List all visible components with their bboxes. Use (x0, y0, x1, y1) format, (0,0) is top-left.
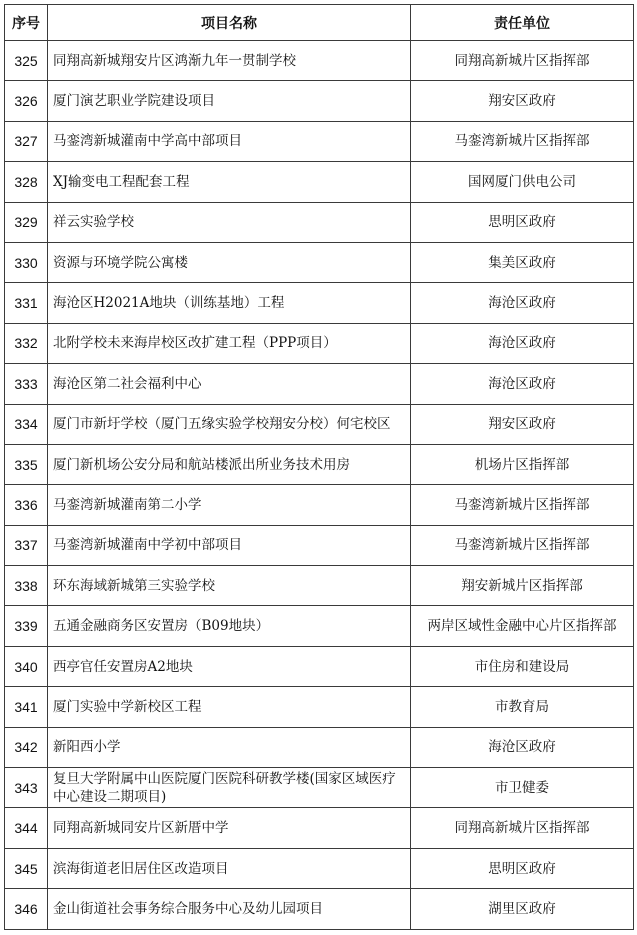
row-number: 332 (5, 323, 48, 363)
project-name: 同翔高新城同安片区新厝中学 (48, 808, 411, 848)
responsible-unit: 海沧区政府 (411, 727, 634, 767)
responsible-unit: 同翔高新城片区指挥部 (411, 41, 634, 81)
row-number: 342 (5, 727, 48, 767)
table-row (5, 525, 634, 565)
project-name: XJ输变电工程配套工程 (48, 162, 411, 202)
project-name: 厦门实验中学新校区工程 (48, 687, 411, 727)
table-row (5, 848, 634, 888)
responsible-unit: 海沧区政府 (411, 323, 634, 363)
project-name: 复旦大学附属中山医院厦门医院科研教学楼(国家区域医疗中心建设二期项目) (48, 768, 411, 808)
project-name: 厦门市新圩学校（厦门五缘实验学校翔安分校）何宅校区 (48, 404, 411, 444)
responsible-unit: 思明区政府 (411, 848, 634, 888)
table-row (5, 687, 634, 727)
project-name: 新阳西小学 (48, 727, 411, 767)
row-number: 335 (5, 444, 48, 484)
table-row (5, 364, 634, 404)
responsible-unit: 翔安区政府 (411, 404, 634, 444)
project-name: 马銮湾新城灌南中学初中部项目 (48, 525, 411, 565)
row-number: 333 (5, 364, 48, 404)
row-number: 345 (5, 848, 48, 888)
table-row (5, 808, 634, 848)
table-row (5, 41, 634, 81)
responsible-unit: 湖里区政府 (411, 889, 634, 929)
row-number: 339 (5, 606, 48, 646)
row-number: 338 (5, 566, 48, 606)
project-name: 滨海街道老旧居住区改造项目 (48, 848, 411, 888)
project-name: 环东海域新城第三实验学校 (48, 566, 411, 606)
table-row (5, 404, 634, 444)
table-header-row (5, 5, 634, 41)
row-number: 337 (5, 525, 48, 565)
header-number: 序号 (5, 5, 48, 41)
row-number: 344 (5, 808, 48, 848)
row-number: 327 (5, 121, 48, 161)
row-number: 326 (5, 81, 48, 121)
project-name: 西亭官任安置房A2地块 (48, 646, 411, 686)
project-name: 同翔高新城翔安片区鸿渐九年一贯制学校 (48, 41, 411, 81)
responsible-unit: 马銮湾新城片区指挥部 (411, 525, 634, 565)
responsible-unit: 马銮湾新城片区指挥部 (411, 121, 634, 161)
responsible-unit: 马銮湾新城片区指挥部 (411, 485, 634, 525)
responsible-unit: 海沧区政府 (411, 364, 634, 404)
responsible-unit: 集美区政府 (411, 242, 634, 282)
row-number: 341 (5, 687, 48, 727)
row-number: 336 (5, 485, 48, 525)
row-number: 334 (5, 404, 48, 444)
project-name: 金山街道社会事务综合服务中心及幼儿园项目 (48, 889, 411, 929)
row-number: 330 (5, 242, 48, 282)
project-name: 五通金融商务区安置房（B09地块） (48, 606, 411, 646)
table-row (5, 162, 634, 202)
responsible-unit: 市教育局 (411, 687, 634, 727)
table-row (5, 202, 634, 242)
table-row (5, 323, 634, 363)
table-row (5, 889, 634, 929)
responsible-unit: 翔安区政府 (411, 81, 634, 121)
responsible-unit: 海沧区政府 (411, 283, 634, 323)
row-number: 340 (5, 646, 48, 686)
project-table (4, 4, 634, 930)
responsible-unit: 思明区政府 (411, 202, 634, 242)
table-body (5, 41, 634, 930)
project-name: 北附学校未来海岸校区改扩建工程（PPP项目） (48, 323, 411, 363)
project-name: 海沧区第二社会福利中心 (48, 364, 411, 404)
project-name: 马銮湾新城灌南第二小学 (48, 485, 411, 525)
row-number: 343 (5, 768, 48, 808)
responsible-unit: 国网厦门供电公司 (411, 162, 634, 202)
header-project-name: 项目名称 (48, 5, 411, 41)
project-name: 资源与环境学院公寓楼 (48, 242, 411, 282)
project-table-container (4, 4, 634, 930)
table-row (5, 566, 634, 606)
table-row (5, 283, 634, 323)
row-number: 325 (5, 41, 48, 81)
responsible-unit: 翔安新城片区指挥部 (411, 566, 634, 606)
header-responsible-unit: 责任单位 (411, 5, 634, 41)
table-row (5, 646, 634, 686)
table-row (5, 606, 634, 646)
row-number: 331 (5, 283, 48, 323)
row-number: 346 (5, 889, 48, 929)
project-name: 马銮湾新城灌南中学高中部项目 (48, 121, 411, 161)
row-number: 328 (5, 162, 48, 202)
table-row (5, 81, 634, 121)
responsible-unit: 两岸区域性金融中心片区指挥部 (411, 606, 634, 646)
responsible-unit: 机场片区指挥部 (411, 444, 634, 484)
table-row (5, 444, 634, 484)
responsible-unit: 同翔高新城片区指挥部 (411, 808, 634, 848)
project-name: 祥云实验学校 (48, 202, 411, 242)
project-name: 厦门新机场公安分局和航站楼派出所业务技术用房 (48, 444, 411, 484)
project-name: 海沧区H2021A地块（训练基地）工程 (48, 283, 411, 323)
table-row (5, 768, 634, 808)
table-row (5, 121, 634, 161)
table-row (5, 727, 634, 767)
table-row (5, 485, 634, 525)
project-name: 厦门演艺职业学院建设项目 (48, 81, 411, 121)
table-row (5, 242, 634, 282)
responsible-unit: 市卫健委 (411, 768, 634, 808)
responsible-unit: 市住房和建设局 (411, 646, 634, 686)
row-number: 329 (5, 202, 48, 242)
